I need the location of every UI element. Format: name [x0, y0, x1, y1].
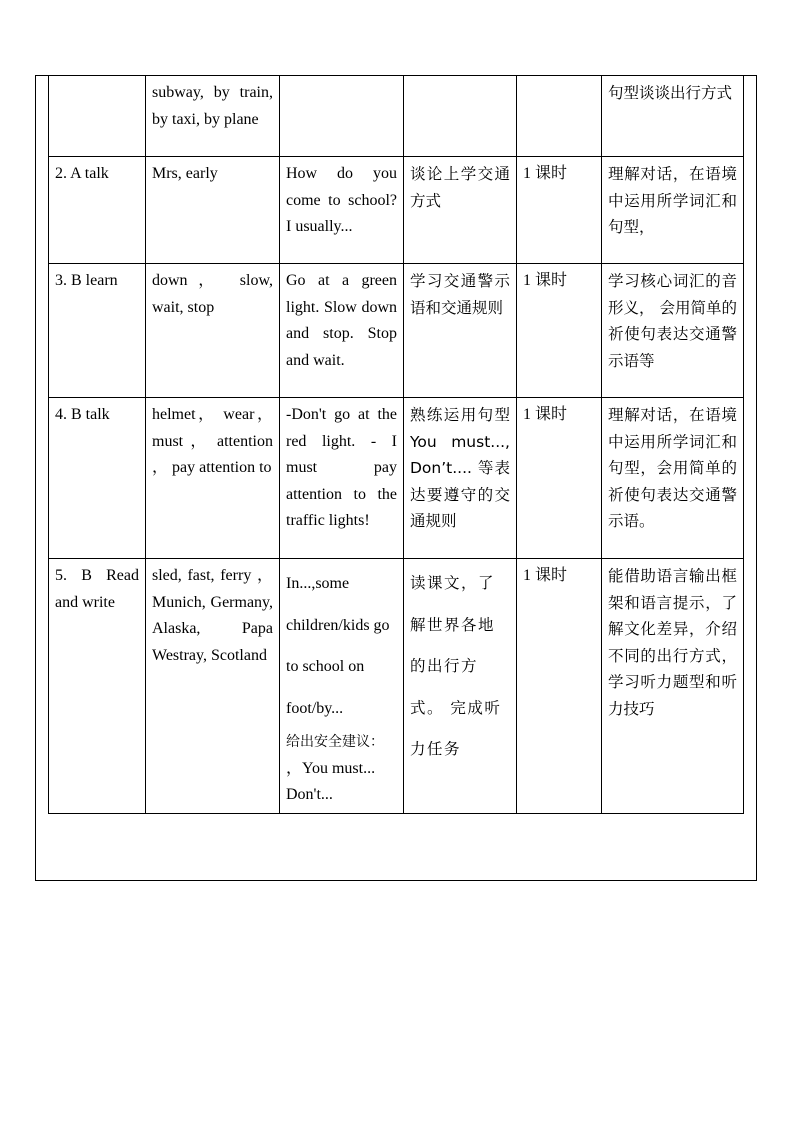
sentences-cell [280, 559, 404, 814]
sentence-pattern: In...,some children/kids go to school on foot/by... [286, 575, 390, 717]
goal-cell: 谈论上学交通方式 [404, 157, 517, 264]
vocab-cell: sled, fast, ferry ， Munich, Germany, Alaska, Papa Westray, Scotland [146, 559, 280, 814]
lesson-plan-table [48, 75, 744, 814]
table-row [49, 157, 744, 264]
table-row [49, 559, 744, 814]
table-row [49, 398, 744, 559]
lesson-cell: 5. B Read and write [49, 559, 146, 814]
objective-cell: 能借助语言输出框架和语言提示，了解文化差异，介绍不同的出行方式，学习听力题型和听力技巧 [602, 559, 744, 814]
sentences-cell: Go at a green light. Slow down and stop. Stop and wait. [280, 264, 404, 398]
objective-cell: 学习核心词汇的音形义， 会用简单的祈使句表达交通警示语等 [602, 264, 744, 398]
lesson-cell: 4. B talk [49, 398, 146, 559]
vocab-cell: down， slow, wait, stop [146, 264, 280, 398]
hours-cell [517, 76, 602, 157]
sentences-cell: How do you come to school? I usually... [280, 157, 404, 264]
lesson-cell [49, 76, 146, 157]
hours-cell: 1 课时 [517, 559, 602, 814]
sentences-cell: -Don't go at the red light. - I must pay attention to the traffic lights! [280, 398, 404, 559]
hours-cell: 1 课时 [517, 398, 602, 559]
lesson-cell: 2. A talk [49, 157, 146, 264]
safety-tip-label: 给出安全建议： [286, 734, 384, 750]
goal-cell: 熟练运用句型 You must..., Don’t.... 等表达要遵守的交通规则 [404, 398, 517, 559]
vocab-cell: subway, by train, by taxi, by plane [146, 76, 280, 157]
objective-cell: 理解对话，在语境中运用所学词汇和句型， [602, 157, 744, 264]
objective-cell: 句型谈谈出行方式 [602, 76, 744, 157]
lesson-cell: 3. B learn [49, 264, 146, 398]
hours-cell: 1 课时 [517, 157, 602, 264]
vocab-cell: helmet， wear， must ， attention ， pay attention to [146, 398, 280, 559]
goal-cell: 学习交通警示语和交通规则 [404, 264, 517, 398]
goal-cell: 读课文，了解世界各地的出行方式。 完成听力任务 [404, 559, 517, 814]
vocab-cell: Mrs, early [146, 157, 280, 264]
objective-cell: 理解对话，在语境中运用所学词汇和句型，会用简单的祈使句表达交通警示语。 [602, 398, 744, 559]
table-row [49, 76, 744, 157]
goal-cell [404, 76, 517, 157]
safety-tip-pattern: ，You must... Don't... [286, 759, 376, 804]
table-row [49, 264, 744, 398]
hours-cell: 1 课时 [517, 264, 602, 398]
sentences-cell [280, 76, 404, 157]
